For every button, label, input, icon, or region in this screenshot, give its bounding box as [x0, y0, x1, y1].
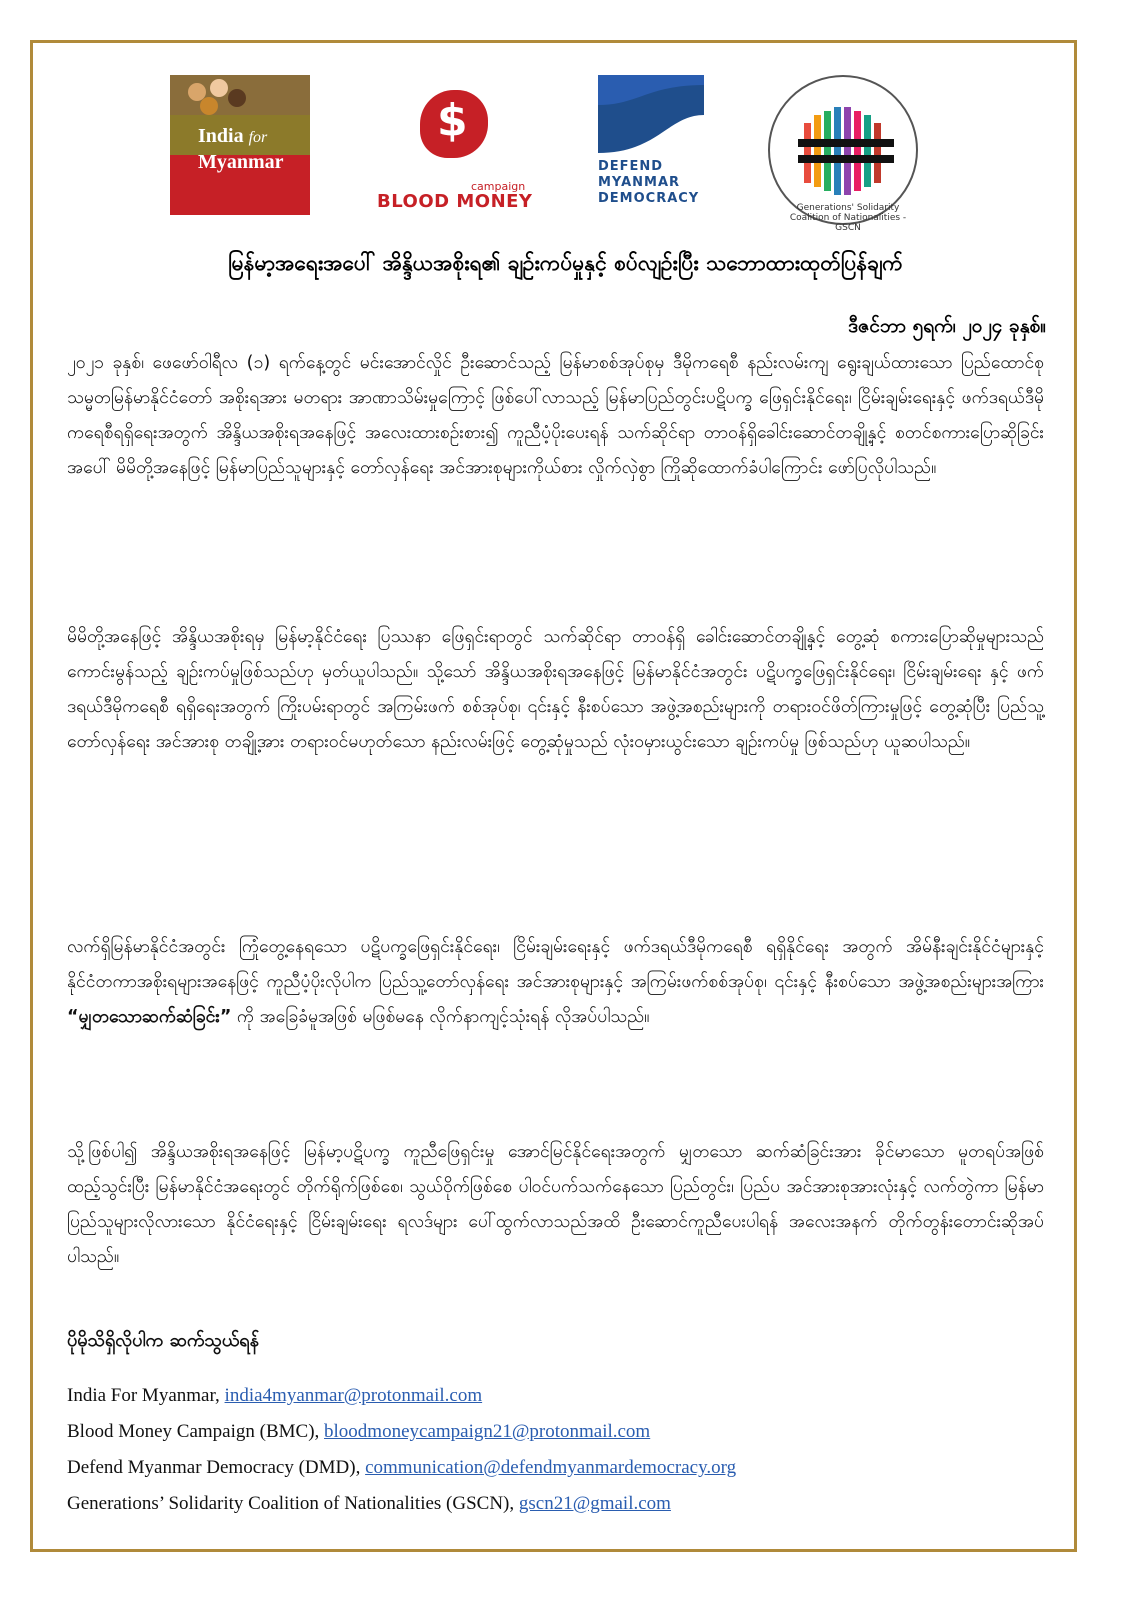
contact-email-link[interactable]: gscn21@gmail.com	[518, 1493, 671, 1514]
paragraph-1: ၂၀၂၁ ခုနှစ်၊ ဖေဖော်ဝါရီလ (၁) ရက်နေ့တွင် မင်းအောင်လှိုင် ဦးဆောင်သည့် မြန်မာစစ်အုပ်စုမှ ဒီမိုကရေစီ နည်းလမ်းကျ ရွေးချယ်ထားသော ပြည်ထောင်စုသမ္မတမြန်မာနိုင်ငံတော် အစိုးရအား မတရား အာဏာသိမ်းမှုကြောင့် ဖြစ်ပေါ်လာသည့် မြန်မာပြည်တွင်းပဋိပက္ခ ဖြေရှင်းနိုင်ရေး၊ ငြိမ်းချမ်းရေးနှင့် ဖက်ဒရယ်ဒီမိုကရေစီရရှိရေးအတွက် အိန္ဒိယအစိုးရအနေဖြင့် အလေးထားစဉ်းစား၍ ကူညီပံ့ပိုးပေးရန် သက်ဆိုင်ရာ တာဝန်ရှိခေါင်းဆောင်တချို့နှင့် စတင်စကားပြောဆိုခြင်းအပေါ် မိမိတို့အနေဖြင့် မြန်မာပြည်သူများနှင့် တော်လှန်ရေး အင်အားစုများကိုယ်စား လှိုက်လှဲစွာ ကြိုဆိုထောက်ခံပါကြောင်း ဖော်ပြလိုပါသည်။	[67, 353, 1044, 478]
dollar-icon: $	[437, 95, 468, 146]
paragraph-3-text-b: ကို အခြေခံမူအဖြစ် မဖြစ်မနေ လိုက်နာကျင့်သုံးရန် လိုအပ်ပါသည်။	[231, 1007, 650, 1027]
paragraph-3-text-a: လက်ရှိမြန်မာနိုင်ငံအတွင်း ကြုံတွေ့နေရသော ပဋိပက္ခဖြေရှင်းနိုင်ရေး၊ ငြိမ်းချမ်းရေးနှင့် ဖက်ဒရယ်ဒီမိုကရေစီ ရရှိနိုင်ရေး အတွက် အိမ်နီးချင်းနိုင်ငံများနှင့် နိုင်ငံတကာအစိုးရများအနေဖြင့် ကူညီပံ့ပိုးလိုပါက ပြည်သူ့တော်လှန်ရေး အင်အားစုများနှင့် အကြမ်းဖက်စစ်အုပ်စု၊ ၎င်းနှင့် နီးစပ်သော အဖွဲ့အစည်းများအကြား	[67, 937, 1044, 992]
logo-row	[0, 75, 1131, 233]
contact-item	[67, 1486, 736, 1522]
contact-email-link[interactable]: communication@defendmyanmardemocracy.org	[365, 1457, 737, 1478]
paragraph-2: မိမိတို့အနေဖြင့် အိန္ဒိယအစိုးရမှ မြန်မာ့နိုင်ငံရေး ပြဿနာ ဖြေရှင်းရာတွင် သက်ဆိုင်ရာ တာဝန်ရှိ ခေါင်းဆောင်တချို့နှင့် တွေ့ဆုံ စကားပြောဆိုမှုများသည် ကောင်းမွန်သည့် ချဉ်းကပ်မှုဖြစ်သည်ဟု မှတ်ယူပါသည်။ သို့သော် အိန္ဒိယအစိုးရအနေဖြင့် မြန်မာနိုင်ငံအတွင်း ပဋိပက္ခဖြေရှင်းနိုင်ရေး၊ ငြိမ်းချမ်းရေး နှင့် ဖက်ဒရယ်ဒီမိုကရေစီ ရရှိရေးအတွက် ကြိုးပမ်းရာတွင် အကြမ်းဖက် စစ်အုပ်စု၊ ၎င်းနှင့် နီးစပ်သော အဖွဲ့အစည်းများကို တရားဝင်ဖိတ်ကြားမှုဖြင့် တွေ့ဆုံပြီး ပြည်သူ့တော်လှန်ရေး အင်အားစု တချို့အား တရားဝင်မဟုတ်သော နည်းလမ်းဖြင့် တွေ့ဆုံမှုသည် လုံးဝမှားယွင်းသော ချဉ်းကပ်မှု ဖြစ်သည်ဟု ယူဆပါသည်။	[67, 627, 1044, 752]
contact-email-link[interactable]: india4myanmar@protonmail.com	[224, 1385, 483, 1406]
contact-item	[67, 1414, 736, 1450]
dmd-logo-text-3: DEMOCRACY	[598, 191, 700, 206]
gscn-bars-icon	[798, 103, 894, 199]
bmc-logo-small: campaign	[471, 180, 526, 193]
contact-org: India For Myanmar,	[67, 1385, 225, 1406]
statement-date: ဒီဇင်ဘာ ၅ရက်၊ ၂၀၂၄ ခုနှစ်။	[848, 315, 1046, 337]
dmd-logo-text-2: MYANMAR	[598, 175, 681, 190]
contact-org: Defend Myanmar Democracy (DMD),	[67, 1457, 366, 1478]
fair-engagement-phrase: “မျှတသောဆက်ဆံခြင်း”	[67, 1007, 232, 1027]
contact-item	[67, 1378, 736, 1414]
blood-money-campaign-logo	[375, 85, 545, 215]
defend-myanmar-democracy-logo	[598, 75, 708, 215]
ifm-logo-text: India for	[198, 125, 268, 147]
dmd-logo-text-1: DEFEND	[598, 159, 664, 174]
contact-org: Generations’ Solidarity Coalition of Nationalities (GSCN),	[67, 1493, 519, 1514]
gscn-ring-text: Generations' Solidarity Coalition of Nationalities - GSCN	[789, 203, 907, 233]
india-for-myanmar-logo	[170, 75, 310, 215]
contact-email-link[interactable]: bloodmoneycampaign21@protonmail.com	[324, 1421, 651, 1442]
statement-title: မြန်မာ့အရေးအပေါ် အိန္ဒိယအစိုးရ၏ ချဉ်းကပ်မှုနှင့် စပ်လျဉ်းပြီး သဘောထားထုတ်ပြန်ချက်	[228, 251, 903, 275]
bmc-logo-name: BLOOD MONEY	[377, 191, 533, 212]
gscn-logo	[768, 75, 936, 233]
paragraph-4: သို့ဖြစ်ပါ၍ အိန္ဒိယအစိုးရအနေဖြင့် မြန်မာ့ပဋိပက္ခ ကူညီဖြေရှင်းမှု အောင်မြင်နိုင်ရေးအတွက် မျှတသော ဆက်ဆံခြင်းအား ခိုင်မာသော မူတရပ်အဖြစ်ထည့်သွင်းပြီး မြန်မာနိုင်ငံအရေးတွင် တိုက်ရိုက်ဖြစ်စေ၊ သွယ်ဝိုက်ဖြစ်စေ ပါဝင်ပက်သက်နေသော ပြည်တွင်း၊ ပြည်ပ အင်အားစုအားလုံးနှင့် လက်တွဲကာ မြန်မာပြည်သူများလိုလားသော နိုင်ငံရေးနှင့် ငြိမ်းချမ်းရေး ရလဒ်များ ပေါ်ထွက်လာသည်အထိ ဦးဆောင်ကူညီပေးပါရန် အလေးအနက် တိုက်တွန်းတောင်းဆိုအပ်ပါသည်။	[67, 1142, 1044, 1267]
ifm-logo-text-2: Myanmar	[198, 151, 284, 173]
contact-item	[67, 1450, 736, 1486]
paragraph-3	[67, 930, 1044, 1035]
contact-heading: ပိုမိုသိရှိလိုပါက ဆက်သွယ်ရန်	[67, 1330, 259, 1351]
contact-org: Blood Money Campaign (BMC),	[67, 1421, 325, 1442]
contact-list	[67, 1378, 736, 1522]
dmd-flag-icon	[598, 75, 704, 153]
